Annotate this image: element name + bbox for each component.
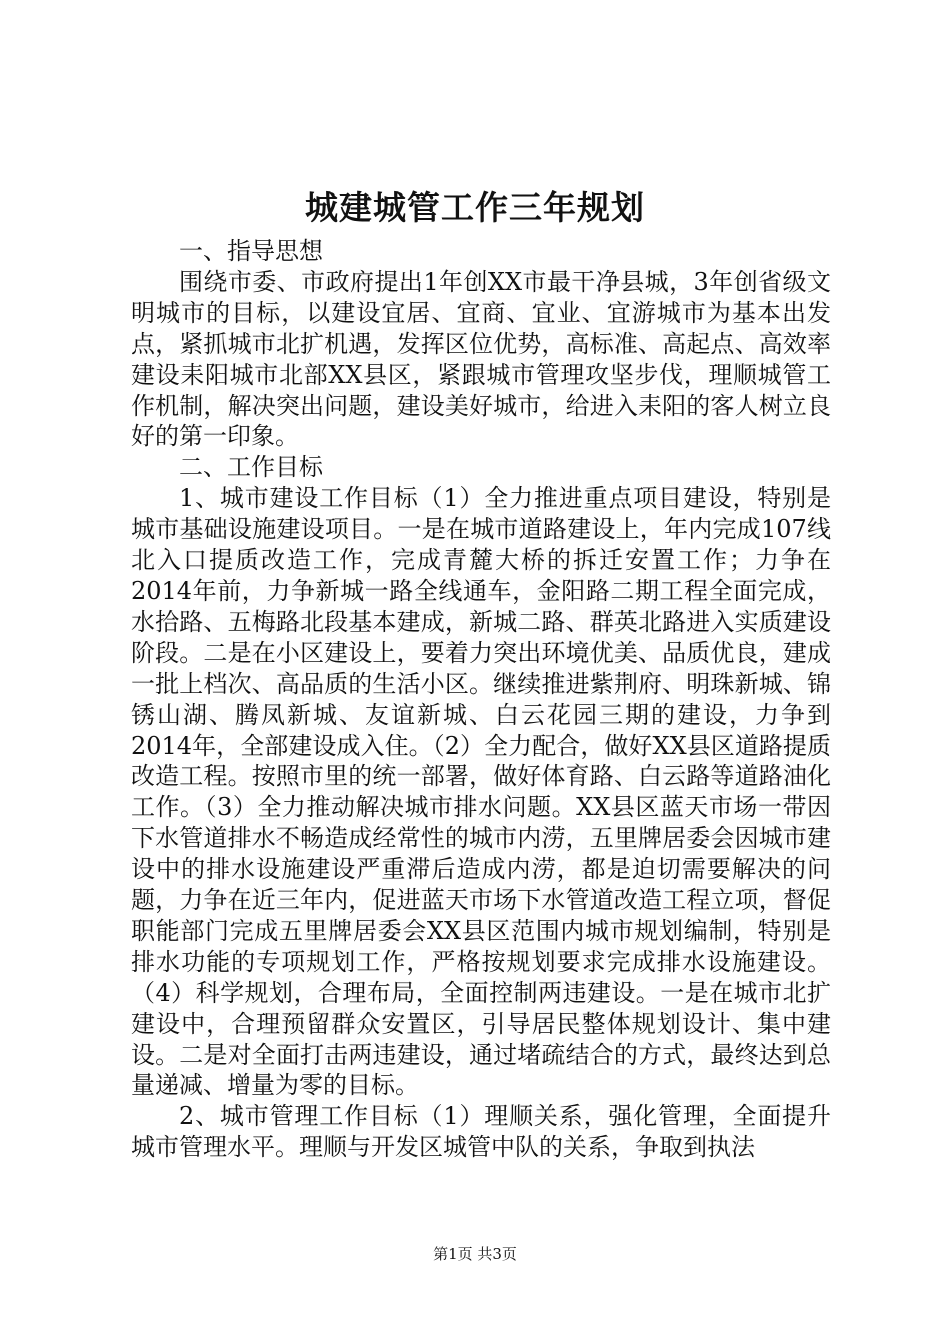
section-heading-work-goals: 二、工作目标 [179,453,323,482]
document-title: 城建城管工作三年规划 [305,188,645,227]
page-footer: 第1页 共3页 [433,1245,517,1263]
document-body [131,236,831,1163]
paragraph-management-goals: 2、城市管理工作目标（1）理顺关系，强化管理，全面提升城市管理水平。理顺与开发区城管中队的关系，争取到执法 [131,1102,831,1162]
paragraph-guiding-ideology: 围绕市委、市政府提出1年创XX市最干净县城，3年创省级文明城市的目标，以建设宜居、宜商、宜业、宜游城市为基本出发点，紧抓城市北扩机遇，发挥区位优势，高标准、高起点、高效率建设耒阳城市北部XX县区，紧跟城市管理攻坚步伐，理顺城管工作机制，解决突出问题，建设美好城市，给进入耒阳的客人树立良好的第一印象。 [131,267,831,451]
paragraph-construction-goals: 1、城市建设工作目标（1）全力推进重点项目建设，特别是城市基础设施建设项目。一是在城市道路建设上，年内完成107线北入口提质改造工作，完成青麓大桥的拆迁安置工作；力争在2014年前，力争新城一路全线通车，金阳路二期工程全面完成，水拾路、五梅路北段基本建成，新城二路、群英北路进入实质建设阶段。二是在小区建设上，要着力突出环境优美、品质优良，建成一批上档次、高品质的生活小区。继续推进紫荆府、明珠新城、锦锈山湖、腾凤新城、友谊新城、白云花园三期的建设，力争到2014年，全部建设成入住。（2）全力配合，做好XX县区道路提质改造工程。按照市里的统一部署，做好体育路、白云路等道路油化工作。（3）全力推动解决城市排水问题。XX县区蓝天市场一带因下水管道排水不畅造成经常性的城市内涝，五里牌居委会因城市建设中的排水设施建设严重滞后造成内涝，都是迫切需要解决的问题，力争在近三年内，促进蓝天市场下水管道改造工程立项，督促职能部门完成五里牌居委会XX县区范围内城市规划编制，特别是排水功能的专项规划工作，严格按规划要求完成排水设施建设。（4）科学规划，合理布局，全面控制两违建设。一是在城市北扩建设中，合理预留群众安置区，引导居民整体规划设计、集中建设。二是对全面打击两违建设，通过堵疏结合的方式，最终达到总量递减、增量为零的目标。 [131,484,831,1100]
section-heading-guiding-ideology: 一、指导思想 [179,237,323,265]
